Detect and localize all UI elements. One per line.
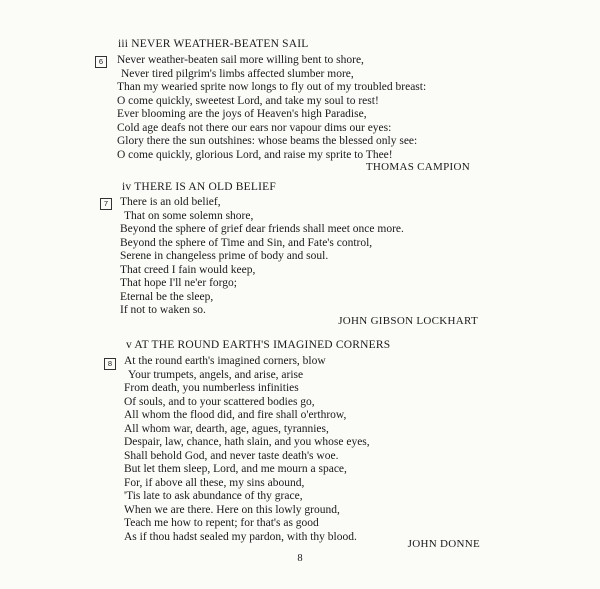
track-number-badge: 7 — [100, 198, 112, 210]
poem-author: JOHN GIBSON LOCKHART — [338, 315, 478, 327]
poem-line: That creed I fain would keep, — [120, 263, 256, 276]
track-number-badge: 6 — [95, 56, 107, 68]
poem-line: But let them sleep, Lord, and me mourn a space, — [124, 463, 347, 475]
page-number: 8 — [297, 553, 303, 564]
poem-line: All whom war, dearth, age, agues, tyrannies, — [124, 422, 329, 435]
poem-line: O come quickly, sweetest Lord, and take my soul to rest! — [117, 94, 379, 107]
poem-author: THOMAS CAMPION — [365, 161, 470, 173]
poem-lines — [124, 355, 370, 544]
poem-line: Ever blooming are the joys of Heaven's high Paradise, — [117, 108, 367, 120]
poem-lines — [120, 196, 404, 318]
poem-line: O come quickly, glorious Lord, and raise my sprite to Thee! — [117, 148, 393, 161]
poem-title: iii NEVER WEATHER-BEATEN SAIL — [118, 38, 309, 50]
poem-line: That hope I'll ne'er forgo; — [120, 277, 237, 289]
poem-line: For, if above all these, my sins abound, — [124, 476, 305, 489]
poem-title: v AT THE ROUND EARTH'S IMAGINED CORNERS — [126, 339, 391, 351]
poem-line: Of souls, and to your scattered bodies go, — [124, 395, 315, 408]
poem-line: Beyond the sphere of Time and Sin, and Fate's control, — [120, 236, 373, 249]
track-number-badge: 8 — [104, 358, 116, 370]
poem-line: From death, you numberless infinities — [124, 382, 299, 394]
poem-line: Despair, law, chance, hath slain, and you whose eyes, — [124, 436, 370, 448]
poem-line: Shall behold God, and never taste death's woe. — [124, 449, 339, 462]
poem-line: Never tired pilgrim's limbs affected slumber more, — [121, 67, 354, 80]
poem-lines — [117, 54, 426, 162]
poem-title: iv THERE IS AN OLD BELIEF — [122, 181, 276, 193]
poem-line: Never weather-beaten sail more willing bent to shore, — [117, 54, 364, 66]
poem-author: JOHN DONNE — [407, 538, 480, 550]
poem-line: Than my wearied sprite now longs to fly out of my troubled breast: — [117, 81, 427, 93]
poem-line: Beyond the sphere of grief dear friends shall meet once more. — [120, 223, 404, 235]
poem-line: Serene in changeless prime of body and soul. — [120, 250, 329, 262]
poem-line: Teach me how to repent; for that's as good — [124, 517, 319, 529]
poem-line: Your trumpets, angels, and arise, arise — [128, 368, 304, 381]
poem-line: 'Tis late to ask abundance of thy grace, — [124, 490, 303, 502]
poem-line: All whom the flood did, and fire shall o'erthrow, — [124, 409, 347, 421]
poem-line: Eternal be the sleep, — [120, 290, 214, 303]
poem-line: As if thou hadst sealed my pardon, with thy blood. — [124, 530, 357, 543]
poem-line: When we are there. Here on this lowly ground, — [124, 503, 340, 516]
poem-line: At the round earth's imagined corners, blow — [124, 355, 326, 367]
poem-line: Cold age deafs not there our ears nor vapour dims our eyes: — [117, 121, 392, 134]
poem-line: If not to waken so. — [120, 304, 206, 316]
poem-line: Glory there the sun outshines: whose beams the blessed only see: — [117, 135, 418, 147]
poem-line: That on some solemn shore, — [124, 209, 254, 222]
poem-line: There is an old belief, — [120, 196, 221, 208]
